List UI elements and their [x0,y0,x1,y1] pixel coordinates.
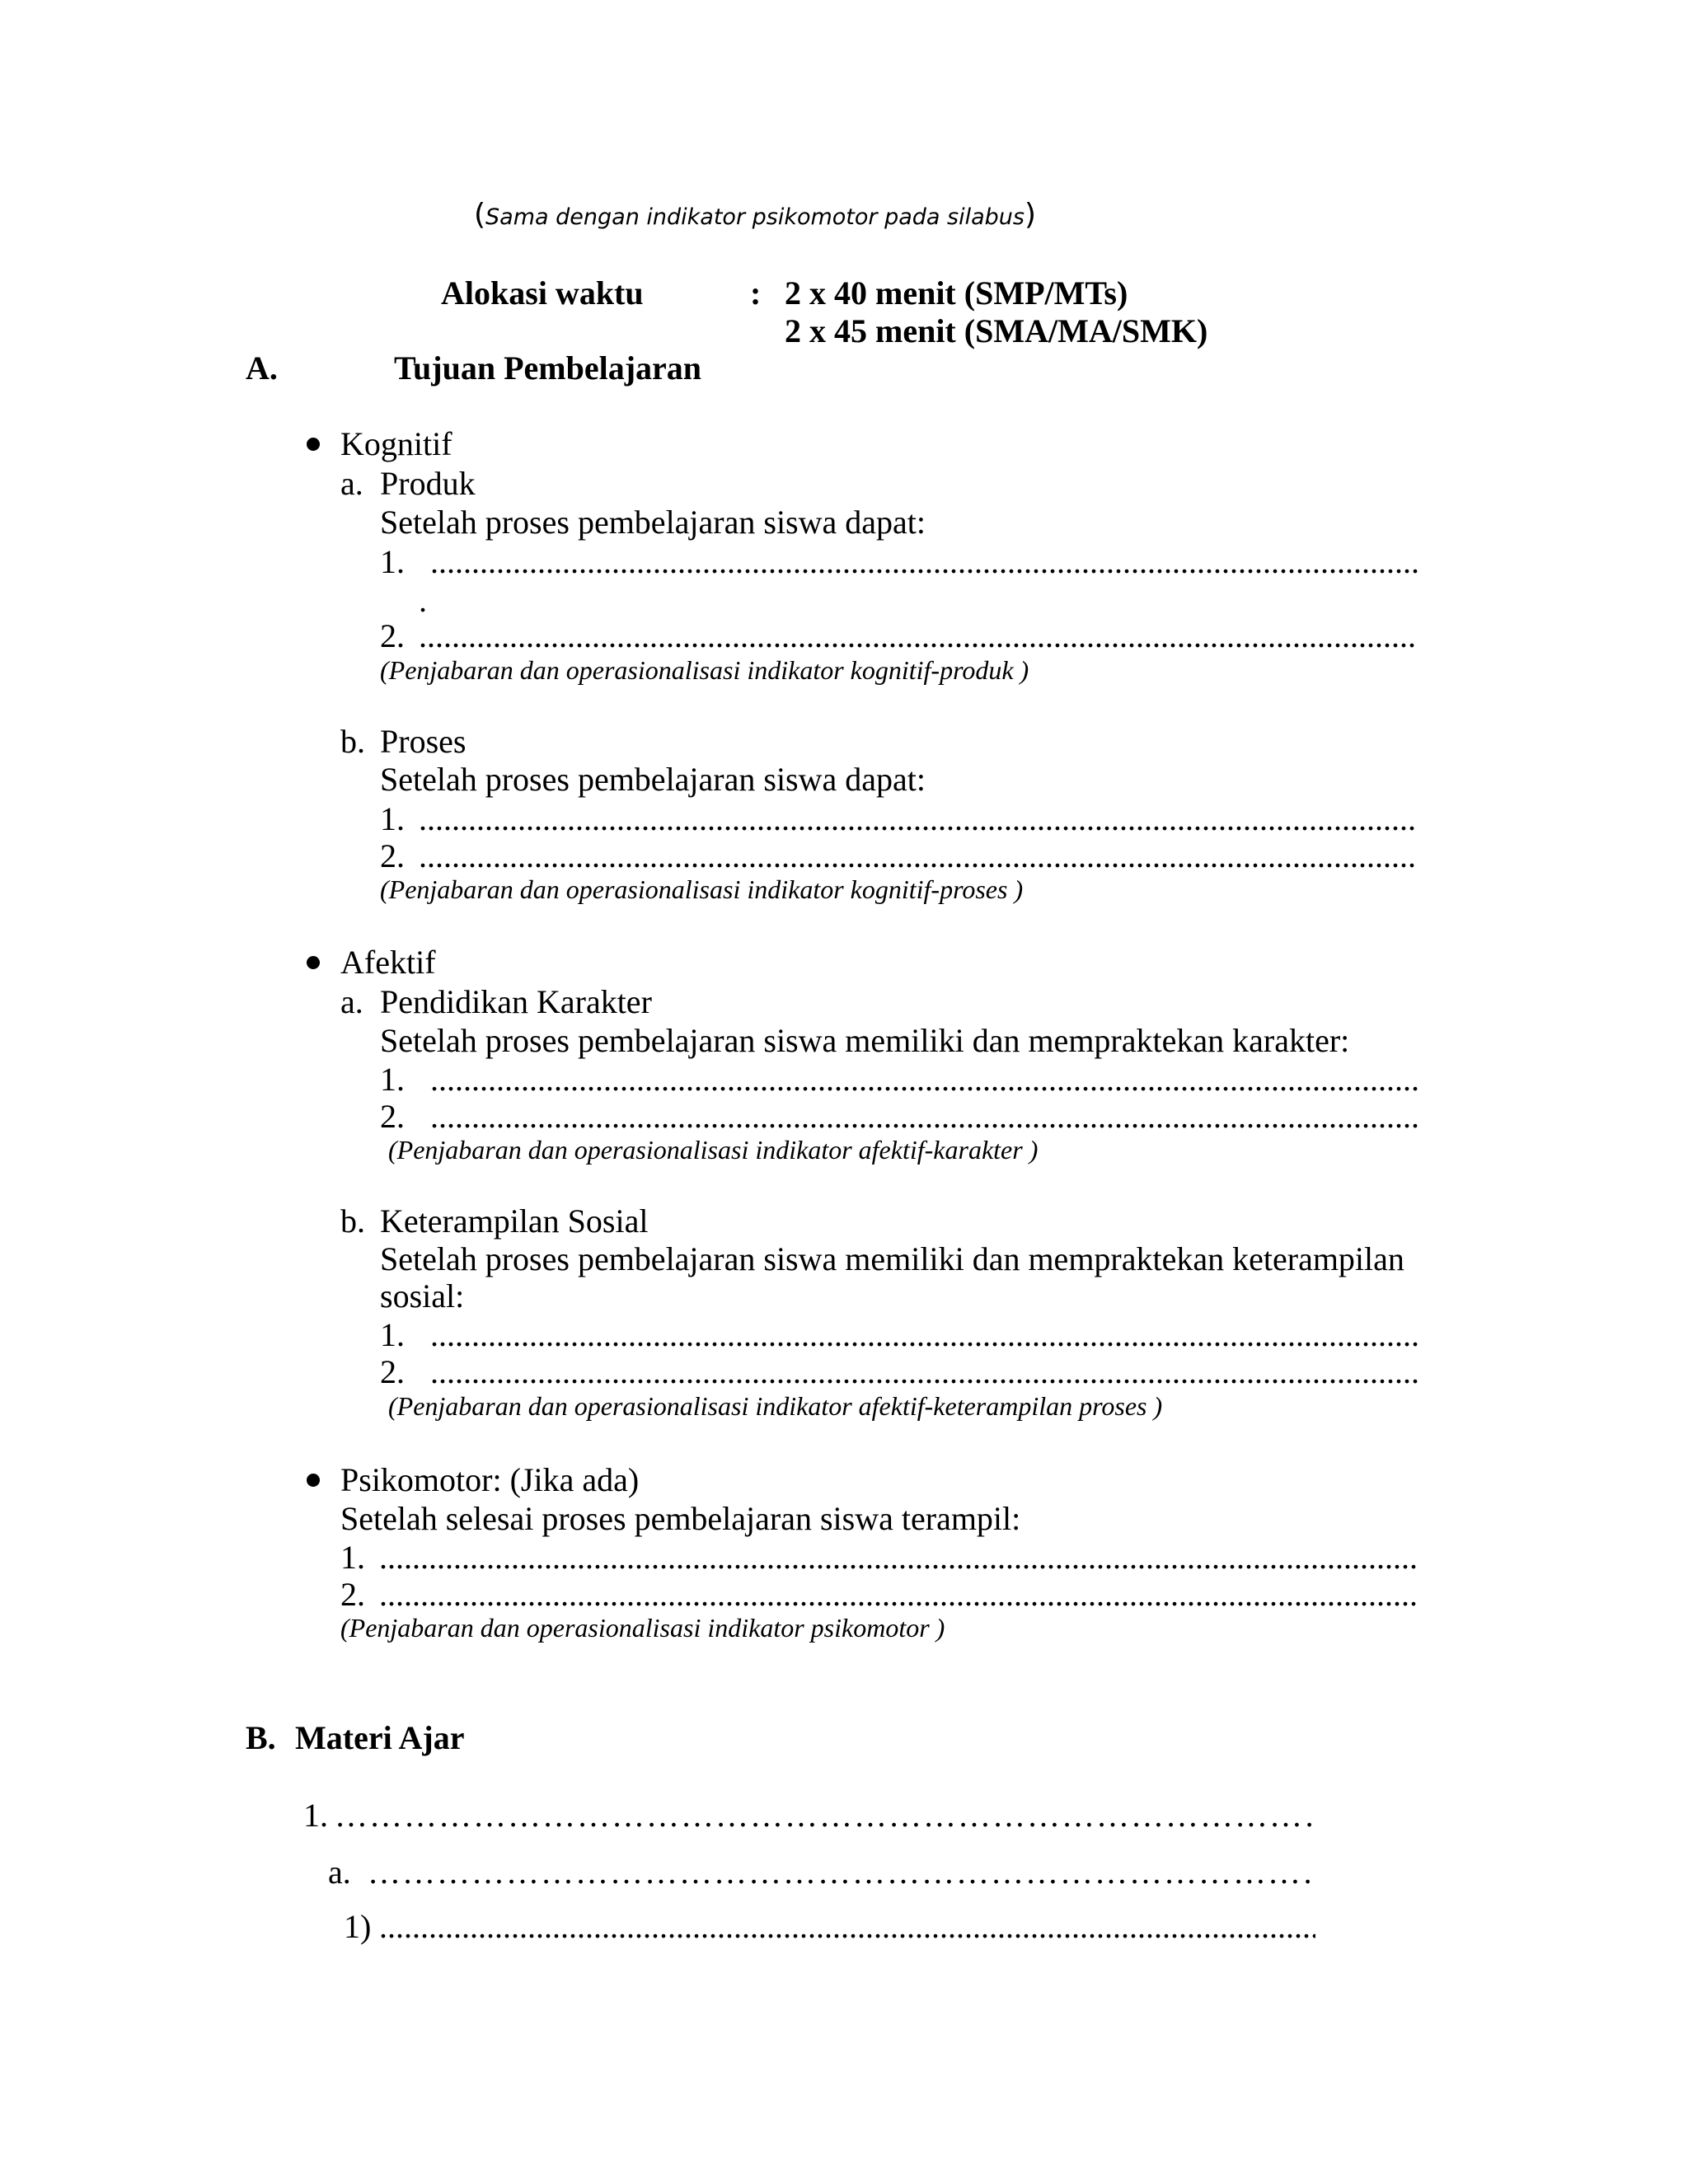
psikomotor-note: (Penjabaran dan operasionalisasi indikator psikomotor ) [340,1613,945,1643]
materi-item-1-number: 1. [303,1797,328,1834]
alokasi-colon: : [750,274,762,312]
proses-intro: Setelah proses pembelajaran siswa dapat: [380,761,926,798]
proses-item-1-number: 1. [380,800,405,837]
materi-item-a-marker: a. [328,1854,351,1891]
karakter-item-1-number: 1. [380,1061,405,1098]
kognitif-bullet [307,438,320,451]
sosial-intro-line-2: sosial: [380,1277,465,1315]
alokasi-line-1: 2 x 40 menit (SMP/MTs) [785,274,1128,312]
sosial-item-2-blank [430,1356,1418,1389]
section-b-title: Materi Ajar [295,1719,465,1756]
section-b-letter: B. [246,1719,276,1756]
proses-item-1-blank [419,803,1418,836]
karakter-item-2-blank [430,1100,1418,1133]
proses-note: (Penjabaran dan operasionalisasi indikator kognitif-proses ) [380,874,1024,904]
psikomotor-intro: Setelah selesai proses pembelajaran siswa terampil: [340,1500,1021,1537]
proses-marker: b. [340,723,365,760]
materi-item-a-blank [368,1856,1314,1889]
afektif-title: Afektif [340,944,436,981]
materi-item-1-blank [335,1799,1314,1832]
psikomotor-item-2-blank [379,1578,1418,1611]
sosial-title: Keterampilan Sosial [380,1202,649,1240]
psikomotor-item-1-number: 1. [340,1539,365,1576]
afektif-bullet [307,956,320,969]
sosial-intro-line-1: Setelah proses pembelajaran siswa memiliki dan mempraktekan keterampilan [380,1240,1404,1277]
produk-item-2-number: 2. [380,617,405,654]
karakter-marker: a. [340,983,363,1020]
proses-title: Proses [380,723,467,760]
produk-item-1-tail: . [419,582,427,619]
produk-marker: a. [340,465,363,502]
psikomotor-item-2-number: 2. [340,1576,365,1613]
header-note-text: Sama dengan indikator psikomotor pada silabus [485,204,1025,230]
psikomotor-bullet [307,1474,320,1487]
sosial-item-2-number: 2. [380,1353,405,1390]
psikomotor-item-1-blank [379,1541,1418,1574]
karakter-intro: Setelah proses pembelajaran siswa memiliki dan mempraktekan karakter: [380,1022,1350,1059]
produk-title: Produk [380,465,476,502]
section-a-title: Tujuan Pembelajaran [394,349,702,387]
header-note-close: ) [1024,198,1037,232]
karakter-title: Pendidikan Karakter [380,983,652,1020]
proses-item-2-number: 2. [380,837,405,874]
produk-item-1-number: 1. [380,543,405,580]
sosial-item-1-number: 1. [380,1316,405,1353]
karakter-item-1-blank [430,1063,1418,1096]
produk-intro: Setelah proses pembelajaran siswa dapat: [380,504,926,541]
karakter-item-2-number: 2. [380,1098,405,1135]
materi-item-1p-blank [379,1910,1315,1943]
sosial-item-1-blank [430,1319,1418,1352]
produk-item-1-blank [430,546,1418,579]
sosial-marker: b. [340,1202,365,1240]
header-note [474,200,1036,230]
alokasi-label: Alokasi waktu [441,274,644,312]
materi-item-1p-marker: 1) [344,1908,372,1945]
alokasi-line-2: 2 x 45 menit (SMA/MA/SMK) [785,312,1208,349]
kognitif-title: Kognitif [340,425,452,462]
proses-item-2-blank [419,840,1418,873]
sosial-note: (Penjabaran dan operasionalisasi indikator afektif-keterampilan proses ) [388,1391,1163,1421]
produk-item-2-blank [419,620,1418,653]
psikomotor-title: Psikomotor: (Jika ada) [340,1461,640,1498]
section-a-letter: A. [246,349,278,387]
karakter-note: (Penjabaran dan operasionalisasi indikator afektif-karakter ) [388,1135,1039,1165]
produk-note: (Penjabaran dan operasionalisasi indikator kognitif-produk ) [380,655,1029,685]
header-note-open: ( [474,198,486,232]
